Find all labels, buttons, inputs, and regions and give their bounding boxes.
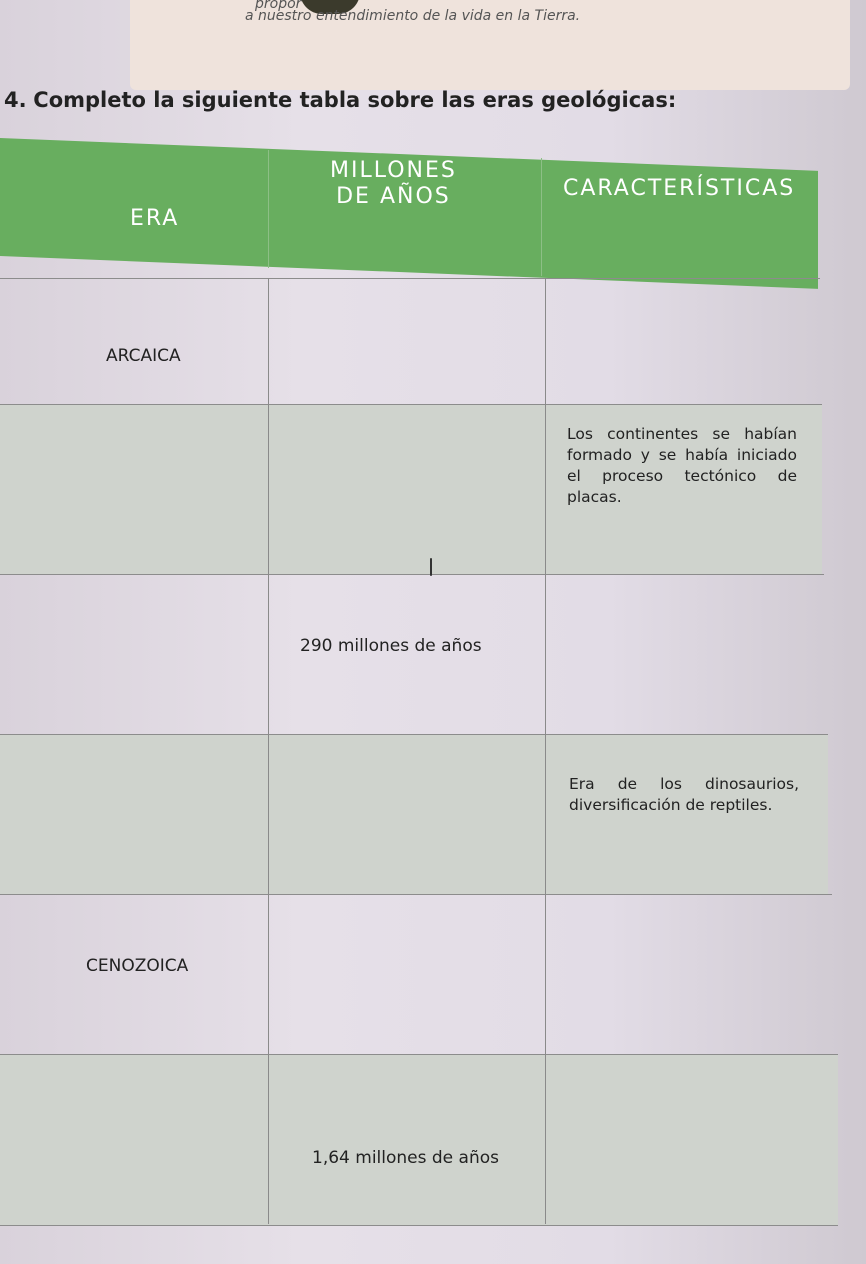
- column-divider: [545, 278, 546, 1224]
- table-row: [0, 278, 820, 404]
- cell-era-1: ARCAICA: [106, 346, 181, 366]
- header-millones-line1: MILLONES: [330, 158, 457, 183]
- cell-era-5: CENOZOICA: [86, 956, 189, 976]
- question-text: Completo la siguiente tabla sobre las eras geológicas:: [33, 88, 677, 112]
- eras-table: [0, 128, 842, 1224]
- top-text-line-1: propor: [255, 0, 302, 12]
- header-caracteristicas: CARACTERÍSTICAS: [563, 176, 796, 201]
- header-divider: [268, 150, 269, 268]
- header-divider: [541, 158, 542, 276]
- cell-caracteristicas-4[interactable]: Era de los dinosaurios, diversificación de reptiles.: [569, 775, 799, 814]
- table-row: [0, 1054, 838, 1226]
- pencil-mark: [430, 558, 432, 576]
- question-number: 4.: [4, 88, 27, 112]
- header-millones: [330, 158, 457, 210]
- cell-millones-6: 1,64 millones de años: [312, 1148, 499, 1168]
- question-heading: [4, 88, 676, 112]
- top-text-line-2: a nuestro entendimiento de la vida en la Tierra.: [245, 8, 581, 24]
- header-era: ERA: [130, 206, 180, 231]
- cell-millones-3: 290 millones de años: [300, 636, 482, 656]
- cell-caracteristicas-2[interactable]: Los continentes se habían formado y se había iniciado el proceso tectónico de placas.: [567, 425, 797, 506]
- column-divider: [268, 278, 269, 1224]
- header-millones-line2: DE AÑOS: [336, 184, 451, 209]
